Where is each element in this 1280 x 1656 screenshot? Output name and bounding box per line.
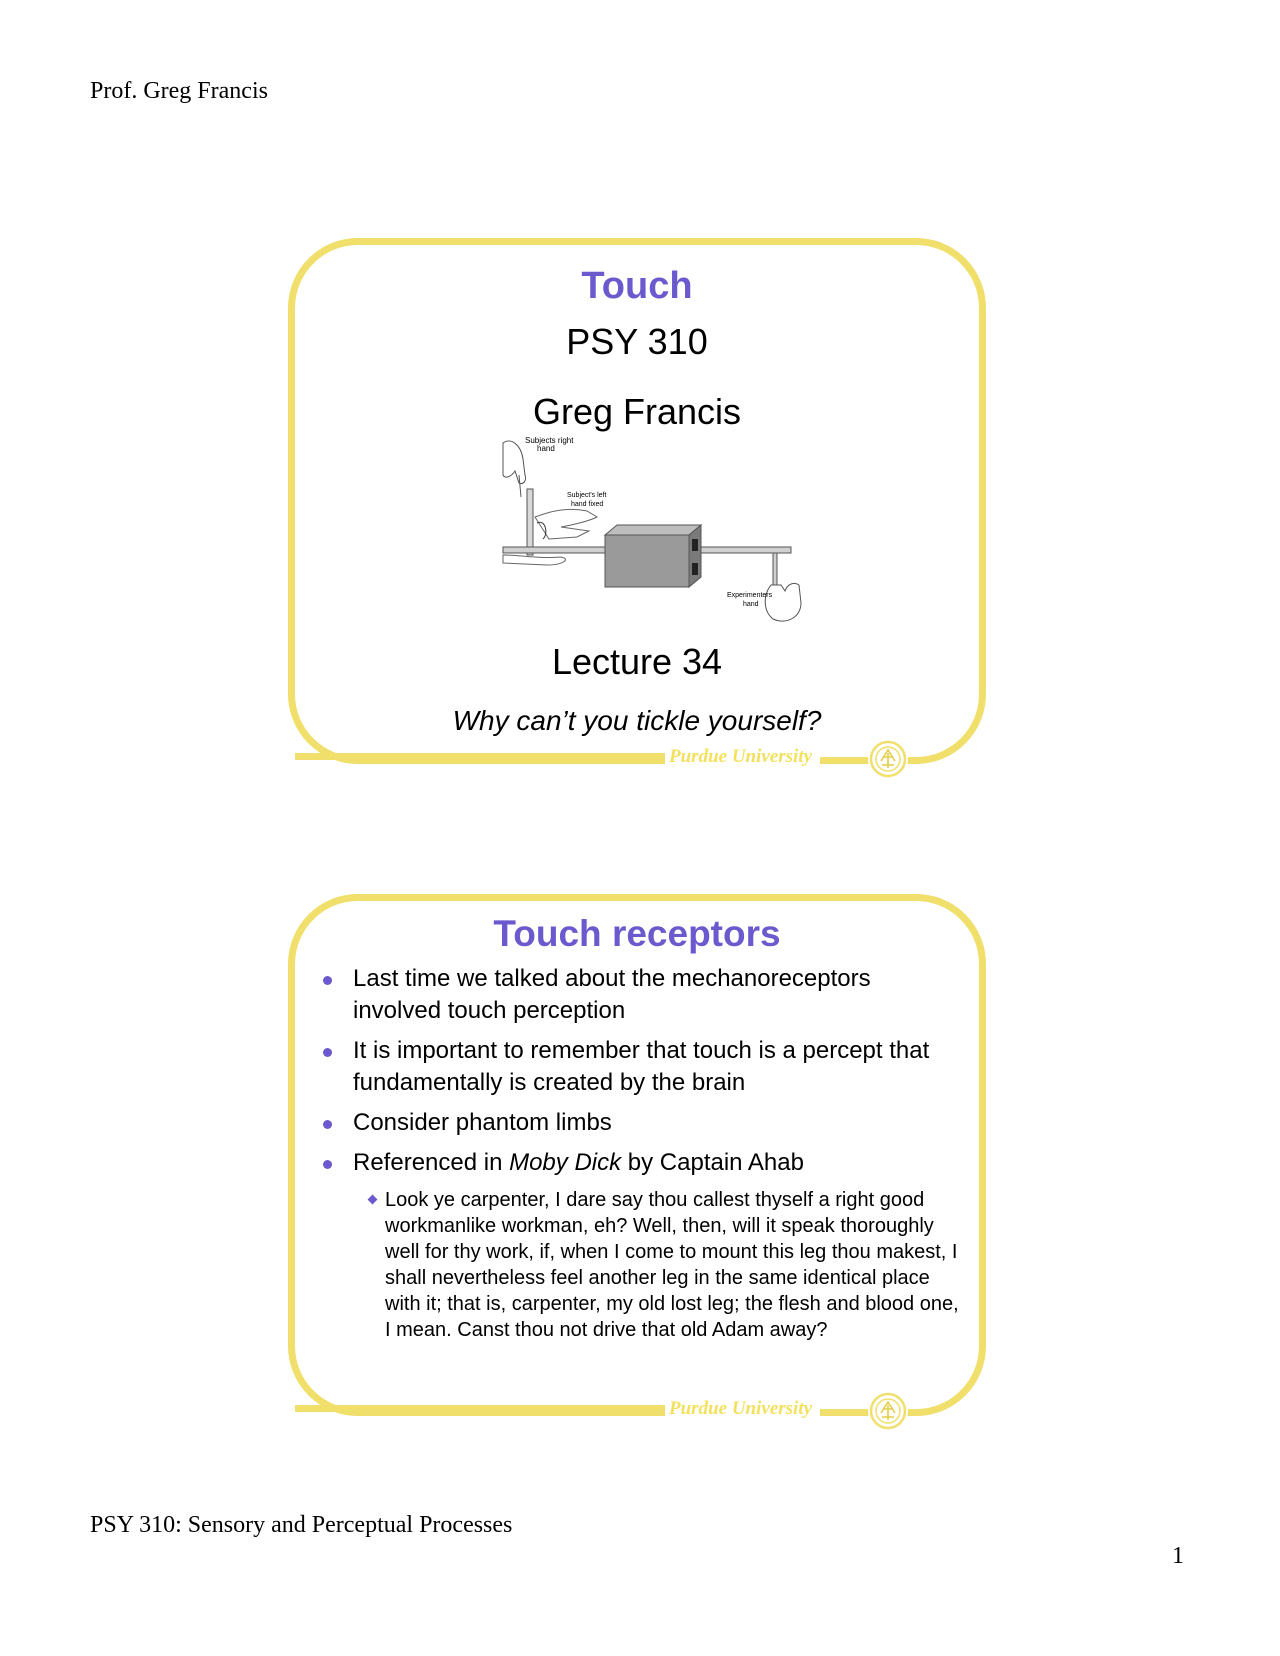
course-code: PSY 310	[566, 321, 708, 362]
purdue-footer-bar	[295, 1405, 671, 1412]
subject-left-hand	[535, 509, 597, 539]
author-name: Greg Francis	[532, 391, 742, 432]
diamond-bullet-icon	[368, 1195, 378, 1205]
lecture-subtitle: Why can’t you tickle yourself?	[452, 705, 822, 736]
label-experimenter: Experimenters	[727, 592, 773, 599]
label-subject-right: Subjects right	[525, 436, 574, 445]
label-subject-right-2: hand	[537, 444, 555, 453]
label-experimenter-2: hand	[743, 601, 759, 608]
quote-text: Look ye carpenter, I dare say thou callest thyself a right good workmanlike workman, eh? Well, then, will it speak thoroughly well for thy work, if, when I come to mount this leg thou makest, I shall nevertheless feel another leg in the same identical place with it; that is, carpenter, my old lost leg; the flesh and blood one, I mean. Canst thou not drive that old Adam away?	[385, 1189, 959, 1341]
purdue-seal-icon	[868, 739, 908, 779]
bullet-item	[321, 963, 961, 1027]
quote-subbullet	[385, 1187, 961, 1343]
university-name: Purdue University	[665, 747, 820, 767]
tickle-apparatus-figure	[501, 435, 811, 635]
bullet-dot-icon	[323, 976, 332, 985]
book-title: Moby Dick	[509, 1149, 622, 1176]
page-footer: PSY 310: Sensory and Perceptual Processes	[90, 1512, 513, 1538]
purdue-seal-icon	[868, 1391, 908, 1431]
bullet-text-post: by Captain Ahab	[621, 1149, 804, 1176]
bullet-dot-icon	[323, 1160, 332, 1169]
bullet-item	[321, 1035, 961, 1099]
slide-title: Touch	[581, 265, 693, 307]
subject-right-hand	[503, 441, 526, 484]
university-name: Purdue University	[665, 1399, 820, 1419]
bullet-text: Last time we talked about the mechanoreceptors involved touch perception	[353, 965, 871, 1024]
title-slide	[288, 238, 986, 767]
bullet-item	[321, 1147, 961, 1179]
slide-title: Touch receptors	[493, 913, 781, 954]
bullet-text-pre: Referenced in	[353, 1149, 510, 1176]
bullet-text: It is important to remember that touch is a percept that fundamentally is created by the brain	[353, 1037, 930, 1096]
bullet-list	[321, 963, 961, 1343]
experimenter-hand	[765, 583, 801, 621]
label-subject-left-2: hand fixed	[571, 501, 604, 508]
lecture-number: Lecture 34	[551, 641, 723, 682]
bullet-dot-icon	[323, 1048, 332, 1057]
page-number: 1	[1172, 1543, 1184, 1569]
label-subject-left: Subject's left	[567, 492, 607, 499]
bullet-dot-icon	[323, 1120, 332, 1129]
content-slide	[288, 894, 986, 1419]
bullet-text: Consider phantom limbs	[353, 1109, 612, 1136]
page-header: Prof. Greg Francis	[90, 78, 268, 104]
bullet-item	[321, 1107, 961, 1139]
purdue-footer-bar	[295, 753, 671, 760]
